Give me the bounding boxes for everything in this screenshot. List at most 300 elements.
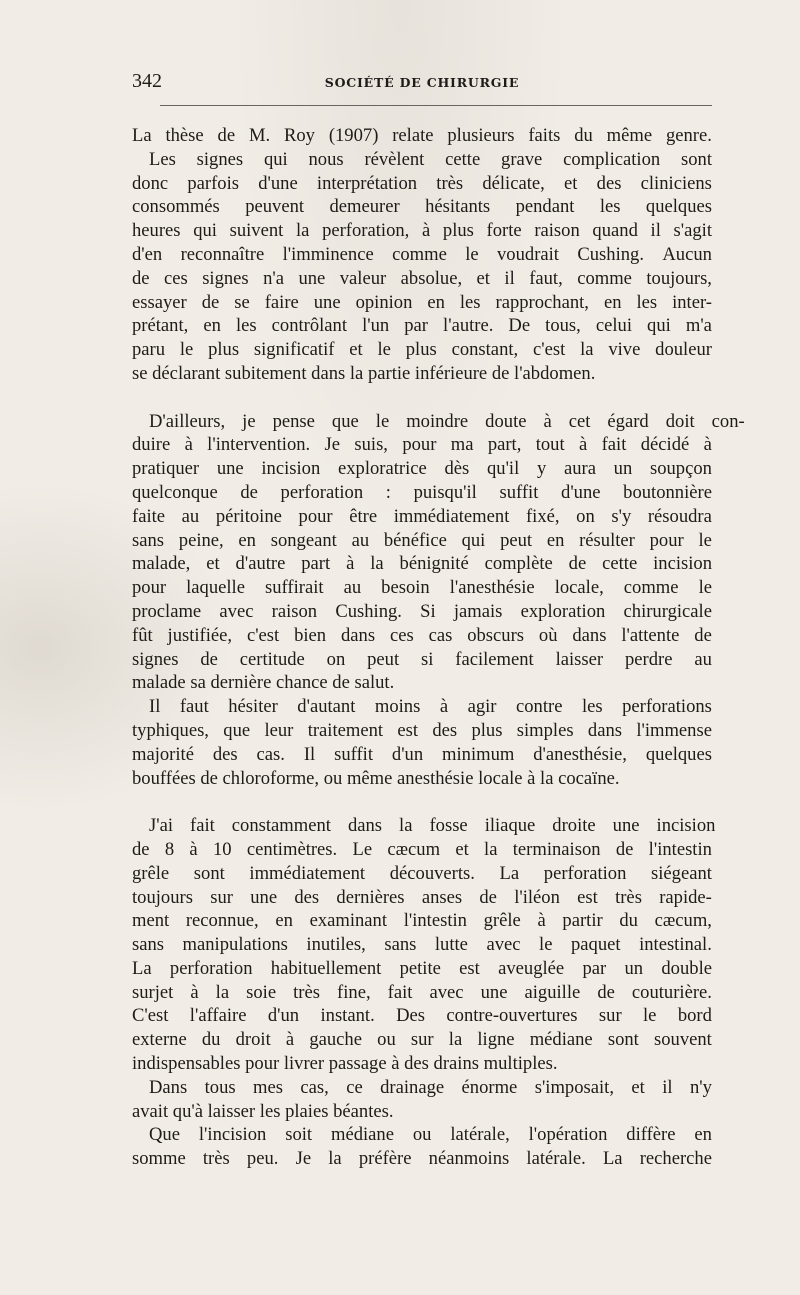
word: demeurer bbox=[329, 196, 400, 218]
word: une bbox=[216, 458, 244, 480]
word: plus bbox=[208, 339, 240, 361]
word: toujours bbox=[132, 886, 193, 908]
word: ce bbox=[346, 1076, 363, 1098]
word: anses bbox=[421, 886, 463, 908]
word: exploratrice bbox=[337, 458, 427, 480]
word: donc bbox=[132, 172, 169, 194]
text-line bbox=[132, 1028, 712, 1052]
word: perforation bbox=[543, 862, 627, 884]
word: double bbox=[661, 957, 712, 979]
word: du bbox=[574, 125, 593, 146]
word: grêle bbox=[132, 862, 170, 884]
word: heures bbox=[132, 220, 181, 242]
word: résulter bbox=[579, 529, 635, 551]
word: bord bbox=[677, 1005, 712, 1027]
word: une bbox=[298, 267, 326, 289]
word: puisqu'il bbox=[413, 481, 477, 503]
word: et bbox=[564, 172, 578, 194]
word: nous bbox=[308, 148, 344, 170]
word: toujours, bbox=[646, 267, 712, 289]
word: ces bbox=[389, 624, 414, 646]
word: hésitants bbox=[425, 196, 491, 218]
text-line bbox=[132, 362, 712, 386]
text-line bbox=[132, 624, 712, 648]
word: pour bbox=[649, 529, 684, 551]
word: couturière. bbox=[631, 981, 712, 1003]
word: à bbox=[703, 434, 712, 456]
word: sans bbox=[132, 934, 165, 956]
word: parfois bbox=[187, 172, 239, 194]
word: de bbox=[597, 981, 615, 1003]
word: péritoine bbox=[215, 505, 282, 527]
word: si bbox=[421, 648, 434, 670]
word: sur bbox=[598, 1005, 622, 1027]
word: à bbox=[439, 696, 449, 718]
word: de bbox=[240, 481, 258, 503]
word: signes bbox=[202, 267, 249, 289]
word: dernières bbox=[336, 886, 405, 908]
word: rapprochant, bbox=[495, 291, 589, 313]
word: soupçon bbox=[649, 458, 712, 480]
word: un bbox=[613, 458, 633, 480]
word: J'ai bbox=[149, 815, 174, 837]
word: plus bbox=[471, 719, 503, 741]
word: tous, bbox=[545, 315, 581, 337]
word: les bbox=[636, 291, 658, 313]
word: c'est bbox=[533, 339, 566, 361]
word: sont bbox=[193, 862, 225, 884]
text-line bbox=[132, 838, 712, 862]
word: pense bbox=[272, 410, 315, 432]
word: essayer bbox=[132, 291, 187, 313]
word: drainage bbox=[380, 1076, 445, 1098]
text-line bbox=[132, 172, 712, 196]
word: révèlent bbox=[364, 148, 425, 170]
word: de bbox=[568, 553, 587, 575]
word: dans bbox=[340, 624, 376, 646]
word: d'un bbox=[391, 743, 424, 765]
word: perdre bbox=[624, 648, 673, 670]
word: interprétation bbox=[316, 172, 418, 194]
word: en bbox=[275, 910, 293, 932]
word: duire bbox=[132, 434, 171, 456]
word: moins bbox=[374, 696, 421, 718]
word: raison bbox=[271, 600, 318, 622]
word: la bbox=[215, 981, 230, 1003]
word: d'un bbox=[267, 1005, 300, 1027]
word: celui bbox=[595, 315, 632, 337]
word: 10 bbox=[212, 838, 232, 860]
word: des bbox=[596, 172, 622, 194]
word: plus bbox=[442, 220, 474, 242]
line-text: indispensables pour livrer passage à des drains multiples. bbox=[132, 1053, 558, 1075]
word: droite bbox=[552, 815, 596, 837]
word: on bbox=[576, 505, 595, 527]
word: la bbox=[580, 339, 594, 361]
word: au bbox=[181, 505, 200, 527]
text-line bbox=[132, 267, 712, 291]
word: en bbox=[546, 529, 565, 551]
word: perforation, bbox=[322, 220, 410, 242]
word: s'y bbox=[611, 505, 632, 527]
word: à bbox=[190, 981, 199, 1003]
text-line bbox=[132, 124, 712, 148]
word: dans bbox=[572, 624, 607, 646]
word: majorité bbox=[132, 743, 194, 765]
word: C'est bbox=[132, 1005, 169, 1027]
word: même bbox=[606, 125, 653, 146]
word: faire bbox=[264, 291, 299, 313]
word: faite bbox=[132, 505, 166, 527]
text-line bbox=[132, 529, 712, 553]
word: l'opération bbox=[528, 1124, 608, 1146]
word: cæcum bbox=[387, 838, 441, 860]
word: aura bbox=[563, 458, 596, 480]
word: comme bbox=[577, 267, 632, 289]
word: d'une bbox=[258, 172, 298, 194]
word: au bbox=[351, 529, 370, 551]
word: le bbox=[377, 339, 391, 361]
header-rule bbox=[160, 105, 712, 106]
word: de bbox=[694, 624, 712, 646]
word: très bbox=[293, 981, 320, 1003]
word: pendant bbox=[515, 196, 575, 218]
word: partir bbox=[562, 910, 603, 932]
word: Que bbox=[149, 1124, 180, 1146]
word: constant, bbox=[451, 339, 519, 361]
word: médiane bbox=[330, 1124, 394, 1146]
word: perforation bbox=[280, 481, 364, 503]
word: contrôlant bbox=[271, 315, 348, 337]
word: Cushing. bbox=[577, 243, 644, 265]
text-line bbox=[132, 1004, 712, 1028]
word: de bbox=[217, 125, 236, 146]
word: iliaque bbox=[484, 815, 536, 837]
word: en bbox=[427, 291, 445, 313]
line-text: avait qu'à laisser les plaies béantes. bbox=[132, 1100, 394, 1122]
word: pour bbox=[132, 577, 167, 599]
text-line bbox=[132, 576, 712, 600]
word: latérale. bbox=[526, 1148, 586, 1170]
word: M. bbox=[248, 125, 271, 146]
text-line bbox=[132, 671, 712, 695]
word: facilement bbox=[455, 648, 534, 670]
word: la bbox=[328, 1148, 342, 1170]
text-line bbox=[132, 1123, 712, 1147]
word: fine, bbox=[337, 981, 371, 1003]
word: suffit bbox=[334, 743, 373, 765]
word: énorme bbox=[461, 1076, 518, 1098]
word: pratiquer bbox=[132, 458, 200, 480]
word: l'incision bbox=[198, 1124, 267, 1146]
word: il bbox=[650, 220, 661, 242]
word: surjet bbox=[132, 981, 174, 1003]
word: comme bbox=[392, 243, 447, 265]
word: vive bbox=[608, 339, 641, 361]
word: suffit bbox=[499, 481, 539, 503]
word: reconnue, bbox=[185, 910, 259, 932]
word: cas, bbox=[300, 1076, 329, 1098]
word: des bbox=[212, 743, 238, 765]
word: immédiatement bbox=[249, 862, 366, 884]
word: signes bbox=[196, 148, 244, 170]
word: Le bbox=[352, 838, 373, 860]
word: quelconque bbox=[132, 481, 218, 503]
word: du bbox=[201, 1029, 221, 1051]
word: suivent bbox=[229, 220, 284, 242]
word: quelques bbox=[645, 196, 712, 218]
word: contre-ouvertures bbox=[446, 1005, 578, 1027]
word: très bbox=[436, 172, 464, 194]
word: à bbox=[346, 553, 355, 575]
word: gauche bbox=[309, 1029, 362, 1051]
word: cette bbox=[445, 148, 481, 170]
word: égard bbox=[607, 410, 649, 432]
word: laquelle bbox=[186, 577, 245, 599]
word: fosse bbox=[429, 815, 468, 837]
word: complication bbox=[563, 148, 661, 170]
word: et bbox=[455, 838, 469, 860]
text-line bbox=[132, 1076, 712, 1100]
word: est bbox=[577, 886, 598, 908]
word: faut, bbox=[529, 267, 563, 289]
word: inter- bbox=[672, 291, 712, 313]
word: très bbox=[202, 1148, 230, 1170]
word: lutte bbox=[434, 934, 468, 956]
word: au bbox=[694, 648, 712, 670]
word: immédiatement bbox=[393, 505, 510, 527]
word: douleur bbox=[655, 339, 712, 361]
word: par bbox=[582, 957, 607, 979]
word: faits bbox=[528, 125, 561, 146]
word: Il bbox=[303, 743, 316, 765]
word: simples bbox=[516, 719, 574, 741]
text-line bbox=[132, 1147, 712, 1171]
word: l'attente bbox=[621, 624, 680, 646]
word: le bbox=[643, 1005, 657, 1027]
word: Des bbox=[396, 1005, 426, 1027]
word: suis, bbox=[354, 434, 388, 456]
word: l'intestin bbox=[403, 910, 467, 932]
word: typhiques, bbox=[132, 719, 209, 741]
text-line bbox=[132, 600, 712, 624]
text-line bbox=[132, 338, 712, 362]
word: obscurs bbox=[467, 624, 525, 646]
word: opinion bbox=[355, 291, 413, 313]
word: incision bbox=[656, 815, 716, 837]
word: ma bbox=[450, 434, 474, 456]
word: néanmoins bbox=[428, 1148, 510, 1170]
word: l'immense bbox=[636, 719, 712, 741]
word: qui bbox=[263, 148, 288, 170]
word: le bbox=[539, 934, 553, 956]
word: de bbox=[615, 838, 634, 860]
word: peuvent bbox=[245, 196, 305, 218]
word: doute bbox=[485, 410, 527, 432]
word: se bbox=[234, 291, 250, 313]
word: que bbox=[331, 410, 359, 432]
word: peu. bbox=[246, 1148, 279, 1170]
word: le bbox=[375, 410, 390, 432]
word: à bbox=[285, 1029, 295, 1051]
word: en bbox=[203, 315, 221, 337]
word: l'intervention. bbox=[207, 434, 311, 456]
text-line bbox=[132, 195, 712, 219]
word: de bbox=[132, 838, 150, 860]
word: l'imminence bbox=[282, 243, 374, 265]
word: La bbox=[132, 125, 152, 146]
word: Les bbox=[149, 148, 176, 170]
word: signes bbox=[132, 648, 179, 670]
word: justifiée, bbox=[167, 624, 233, 646]
word: grêle bbox=[483, 910, 521, 932]
word: instant. bbox=[320, 1005, 375, 1027]
word: prétant, bbox=[132, 315, 189, 337]
paragraph-gap bbox=[132, 386, 712, 410]
word: au bbox=[343, 577, 362, 599]
word: plus bbox=[405, 339, 437, 361]
word: où bbox=[538, 624, 558, 646]
text-line bbox=[132, 743, 712, 767]
word: peut bbox=[367, 648, 400, 670]
word: le bbox=[179, 339, 194, 361]
text-line bbox=[132, 1052, 712, 1076]
word: de bbox=[132, 267, 150, 289]
word: consommés bbox=[132, 196, 220, 218]
word: aveuglée bbox=[498, 957, 565, 979]
word: à bbox=[543, 410, 552, 432]
word: 8 bbox=[164, 838, 175, 860]
word: qui bbox=[461, 529, 486, 551]
word: moindre bbox=[406, 410, 469, 432]
word: un bbox=[624, 957, 644, 979]
word: agir bbox=[467, 696, 497, 718]
word: songeant bbox=[270, 529, 337, 551]
word: l'autre. bbox=[443, 315, 494, 337]
word: le bbox=[465, 243, 479, 265]
word: fait bbox=[190, 815, 215, 837]
word: ligne bbox=[477, 1029, 515, 1051]
word: bien bbox=[294, 624, 327, 646]
word: d'autant bbox=[297, 696, 356, 718]
word: jamais bbox=[453, 600, 503, 622]
word: l'intestin bbox=[648, 838, 712, 860]
text-line bbox=[132, 291, 712, 315]
word: et bbox=[206, 553, 220, 575]
word: des bbox=[432, 719, 458, 741]
word: La bbox=[132, 957, 152, 979]
word: plusieurs bbox=[447, 125, 515, 146]
word: hésiter bbox=[228, 696, 278, 718]
word: résoudra bbox=[647, 505, 712, 527]
word: à bbox=[184, 434, 193, 456]
word: certitude bbox=[239, 648, 305, 670]
text-line bbox=[132, 719, 712, 743]
word: je bbox=[242, 410, 256, 432]
word: n'a bbox=[263, 267, 285, 289]
line-text: se déclarant subitement dans la partie inférieure de l'abdomen. bbox=[132, 362, 596, 384]
word: qui bbox=[647, 315, 671, 337]
word: en bbox=[238, 529, 256, 551]
word: médiane bbox=[529, 1029, 593, 1051]
word: habituellement bbox=[270, 957, 382, 979]
word: cette bbox=[602, 553, 638, 575]
word: perforations bbox=[622, 696, 712, 718]
paragraph-gap bbox=[132, 790, 712, 814]
word: à bbox=[189, 838, 198, 860]
word: l'affaire bbox=[189, 1005, 247, 1027]
word: boutonnière bbox=[623, 481, 712, 503]
word: incision bbox=[261, 458, 321, 480]
word: laisser bbox=[555, 648, 604, 670]
word: la bbox=[399, 815, 413, 837]
word: cæcum, bbox=[654, 910, 712, 932]
word: la bbox=[370, 553, 384, 575]
word: ou bbox=[412, 1124, 432, 1146]
word: et bbox=[349, 339, 363, 361]
word: suffirait bbox=[265, 577, 324, 599]
word: valeur bbox=[339, 267, 387, 289]
word: comme bbox=[623, 577, 679, 599]
word: fixé, bbox=[525, 505, 560, 527]
word: reconnaître bbox=[180, 243, 265, 265]
word: bénéfice bbox=[383, 529, 447, 551]
word: la bbox=[448, 1029, 463, 1051]
word: grave bbox=[501, 148, 543, 170]
text-line bbox=[132, 481, 712, 505]
text-line bbox=[132, 148, 712, 172]
word: en bbox=[694, 1124, 712, 1146]
word: recherche bbox=[639, 1148, 712, 1170]
word: à bbox=[579, 434, 588, 456]
word: avec bbox=[429, 981, 464, 1003]
word: n'y bbox=[689, 1076, 712, 1098]
page-number: 342 bbox=[132, 70, 162, 92]
word: les bbox=[235, 315, 257, 337]
text-line bbox=[132, 410, 745, 434]
word: une bbox=[480, 981, 508, 1003]
word: peine, bbox=[178, 529, 224, 551]
word: significatif bbox=[253, 339, 335, 361]
word: Dans bbox=[149, 1076, 188, 1098]
body-text bbox=[132, 124, 745, 1171]
text-line bbox=[132, 219, 712, 243]
word: une bbox=[612, 815, 640, 837]
word: voudrait bbox=[497, 243, 559, 265]
word: thèse bbox=[165, 125, 204, 146]
word: Roy bbox=[283, 125, 315, 146]
word: avec bbox=[486, 934, 521, 956]
word: pour bbox=[402, 434, 437, 456]
word: sont bbox=[680, 148, 712, 170]
word: De bbox=[508, 315, 531, 337]
word: à bbox=[421, 220, 431, 242]
word: l'anesthésie bbox=[449, 577, 535, 599]
word: de bbox=[479, 886, 497, 908]
word: une bbox=[250, 886, 278, 908]
text-line bbox=[132, 243, 712, 267]
word: découverts. bbox=[389, 862, 475, 884]
text-line bbox=[132, 814, 716, 838]
word: le bbox=[698, 529, 712, 551]
text-line bbox=[132, 314, 712, 338]
word: dans bbox=[347, 815, 383, 837]
word: part, bbox=[487, 434, 522, 456]
word: faut bbox=[179, 696, 209, 718]
word: à bbox=[537, 910, 546, 932]
word: il bbox=[662, 1076, 673, 1098]
word: perforation bbox=[169, 957, 253, 979]
